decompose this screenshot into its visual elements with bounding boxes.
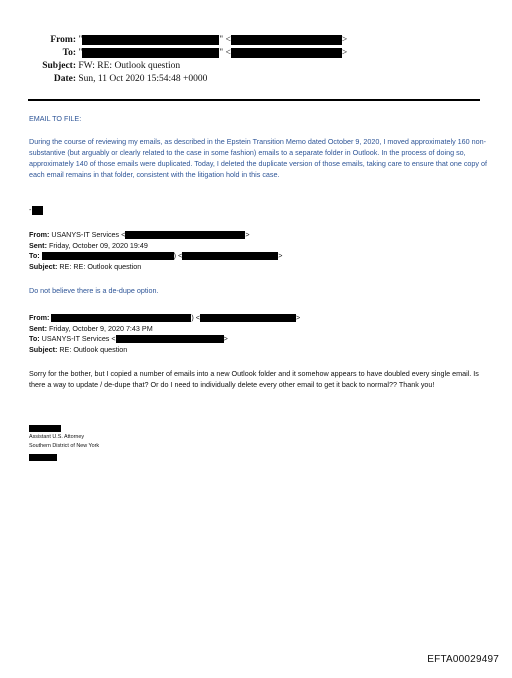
angle-bracket: > (341, 35, 348, 45)
bates-number: EFTA00029497 (427, 654, 499, 665)
note-title: EMAIL TO FILE: (29, 114, 82, 123)
to-separator: ) < (173, 251, 183, 260)
redaction-bar (82, 35, 219, 45)
angle-bracket: > (278, 251, 283, 260)
header-date-line (30, 73, 207, 85)
email1-from-label: From: (29, 230, 50, 239)
header-subject-value: FW: RE: Outlook question (78, 61, 181, 71)
header-date-value: Sun, 11 Oct 2020 15:54:48 +0000 (78, 74, 208, 84)
header-from-line (30, 34, 347, 46)
redaction-bar (200, 314, 296, 322)
email1-sent-line (29, 241, 148, 252)
redaction-bar (29, 425, 61, 432)
redaction-bar (51, 314, 191, 322)
email2-sent-line (29, 324, 153, 335)
email1-body: Do not believe there is a de-dupe option. (29, 286, 159, 295)
header-to-label: To: (62, 48, 76, 58)
quote-mark: " < (219, 48, 231, 58)
from-separator: ) < (191, 313, 200, 322)
redaction-bar (116, 335, 224, 343)
signature-name-redaction (29, 425, 61, 432)
email1-from-line (29, 230, 250, 241)
redaction-bar (29, 454, 57, 461)
email1-to-line (29, 251, 282, 262)
header-subject-line (30, 60, 180, 72)
signature-title: Assistant U.S. Attorney (29, 434, 85, 440)
redaction-bar (231, 48, 342, 58)
redaction-bar (32, 206, 43, 215)
email2-to-label: To: (29, 334, 40, 343)
redaction-bar (231, 35, 342, 45)
email2-from-label: From: (29, 313, 50, 322)
quote-mark: " < (219, 35, 231, 45)
header-divider (28, 99, 480, 101)
email2-to-value: USANYS-IT Services < (41, 334, 116, 343)
email2-subject-label: Subject: (29, 344, 58, 354)
angle-bracket: > (223, 334, 228, 343)
email2-from-line (29, 313, 300, 324)
redaction-bar (42, 252, 174, 260)
email1-sent-label: Sent: (29, 240, 47, 250)
header-from-label: From: (50, 35, 76, 45)
email1-subject-label: Subject: (29, 261, 58, 271)
note-body: During the course of reviewing my emails, as described in the Epstein Transition Memo dated October 9, 2020, I moved approximately 160 non-substantive (but arguably or clearly related to the case in some fashion) emails to a separate folder in Outlook. In the process of doing so, approximately 140 of those emails were duplicated. Today, I deleted the duplicate version of those emails, taking care to ensure that one copy of each email remains in that folder, consistent with the litigation hold in this case. (29, 137, 488, 179)
redaction-bar (125, 231, 245, 239)
header-to-line (30, 47, 347, 59)
quote-mark: " (78, 35, 83, 45)
signoff-dash: - (29, 205, 32, 214)
email2-body: Sorry for the bother, but I copied a number of emails into a new Outlook folder and it somehow appears to have doubled every single email. Is there a way to update / de-dupe that? Or do I need to individually delete every other email to get it back to normal?? Thank you! (29, 369, 479, 389)
signature-contact-redaction (29, 454, 57, 461)
angle-bracket: > (295, 313, 301, 322)
signature-office: Southern District of New York (29, 443, 100, 449)
header-date-label: Date: (53, 74, 76, 84)
email1-subject-value: RE: RE: Outlook question (59, 261, 142, 271)
email2-sent-value: Friday, October 9, 2020 7:43 PM (48, 323, 153, 333)
angle-bracket: > (341, 48, 348, 58)
email2-sent-label: Sent: (29, 323, 47, 333)
note-signoff (29, 204, 489, 215)
email1-subject-line (29, 262, 141, 273)
redaction-bar (82, 48, 219, 58)
angle-bracket: > (245, 230, 250, 239)
redaction-bar (182, 252, 278, 260)
email1-sent-value: Friday, October 09, 2020 19:49 (48, 240, 148, 250)
email1-from-value: USANYS-IT Services < (51, 230, 126, 239)
email2-to-line (29, 334, 228, 345)
email2-subject-value: RE: Outlook question (59, 344, 128, 354)
quote-mark: " (78, 48, 83, 58)
email1-to-label: To: (29, 251, 40, 260)
email2-subject-line (29, 345, 127, 356)
header-subject-label: Subject: (42, 61, 76, 71)
